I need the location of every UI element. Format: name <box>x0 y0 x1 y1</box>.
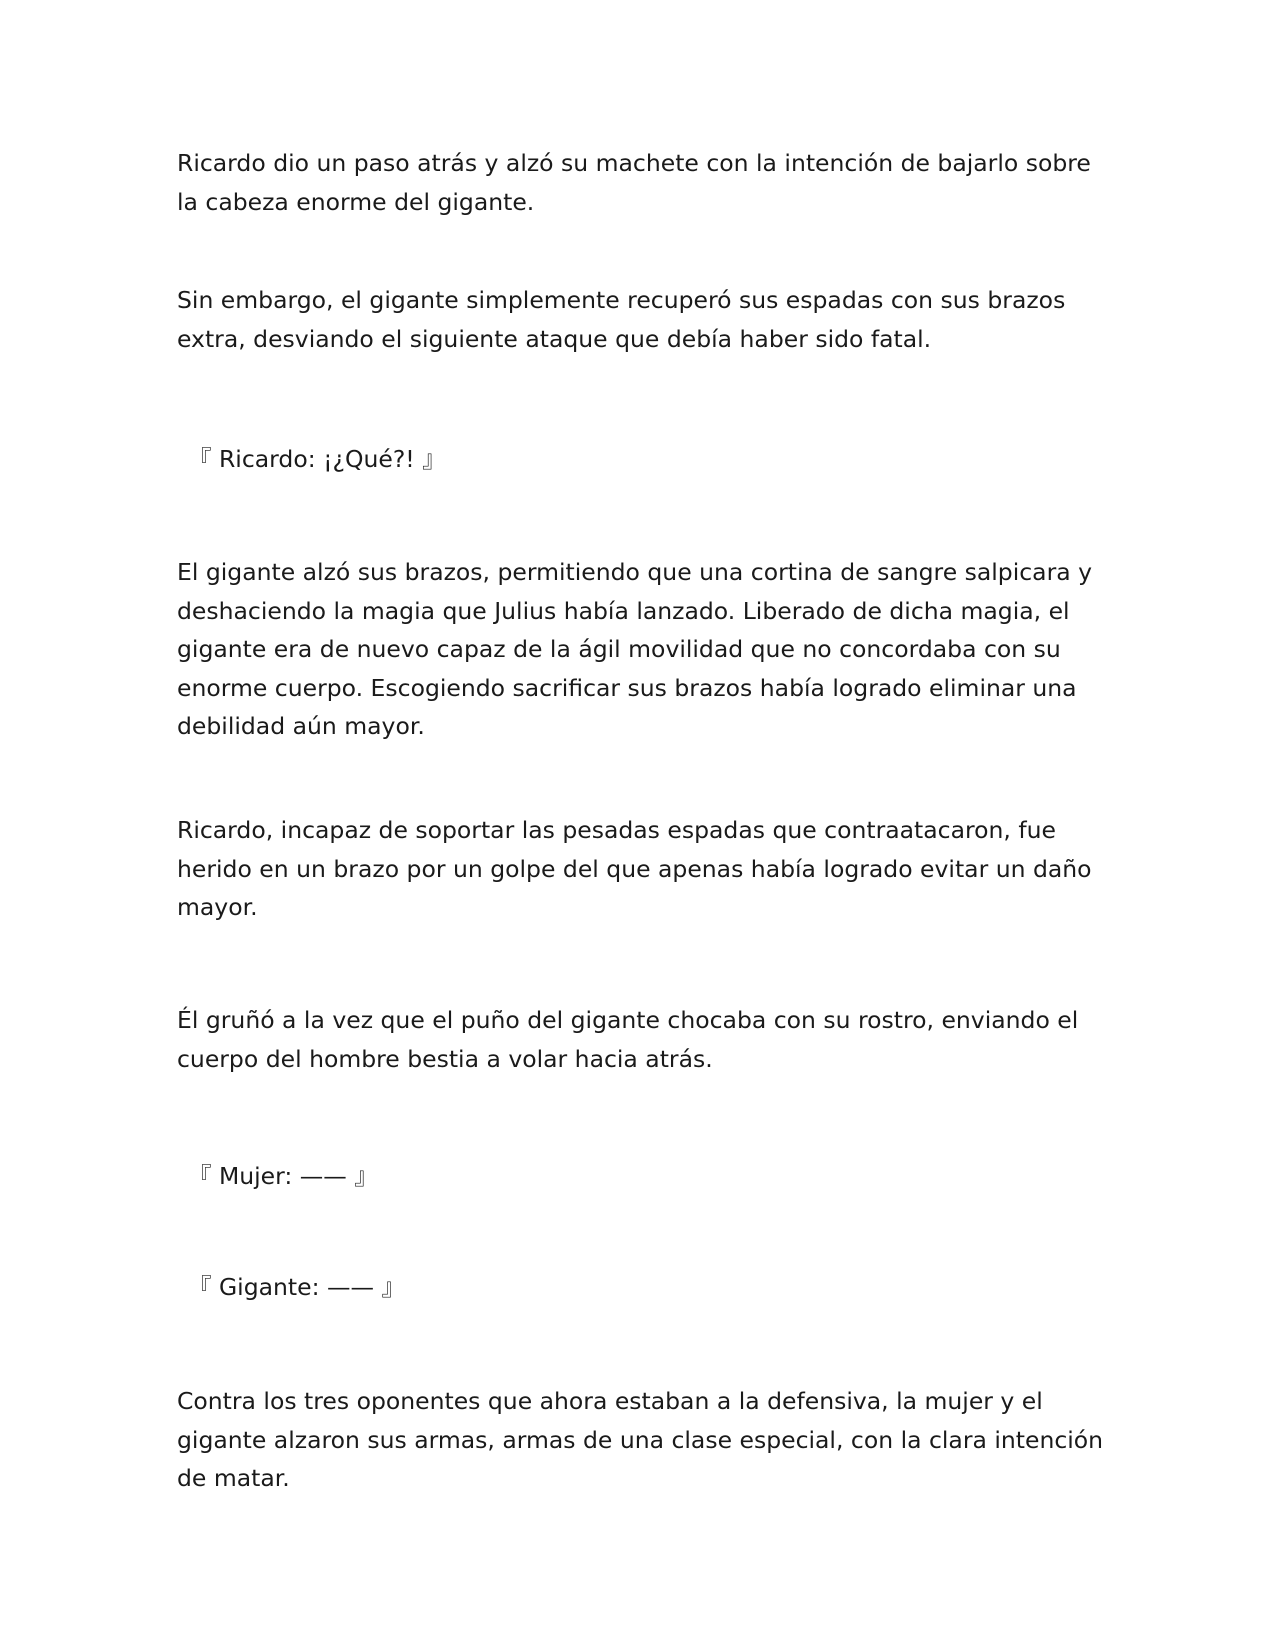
paragraph-4: Ricardo, incapaz de soportar las pesadas espadas que contraatacaron, fue herido en un brazo por un golpe del que apenas había logrado evitar un daño mayor. <box>177 816 1092 921</box>
paragraph-3: El gigante alzó sus brazos, permitiendo que una cortina de sangre salpicara y deshaciendo la magia que Julius había lanzado. Liberado de dicha magia, el gigante era de nuevo capaz de la ágil movilidad que no concordaba con su enorme cuerpo. Escogiendo sacrificar sus brazos había logrado eliminar una debilidad aún mayor. <box>177 558 1093 740</box>
dialogue-ricardo: 『 Ricardo: ¡¿Qué?! 』 <box>188 445 446 473</box>
paragraph-2: Sin embargo, el gigante simplemente recuperó sus espadas con sus brazos extra, desviando el siguiente ataque que debía haber sido fatal. <box>177 286 1066 353</box>
dialogue-gigante: 『 Gigante: —— 』 <box>188 1273 405 1301</box>
dialogue-mujer: 『 Mujer: —— 』 <box>188 1162 378 1190</box>
paragraph-6: Contra los tres oponentes que ahora estaban a la defensiva, la mujer y el gigante alzaron sus armas, armas de una clase especial, con la clara intención de matar. <box>177 1387 1104 1492</box>
paragraph-1: Ricardo dio un paso atrás y alzó su machete con la intención de bajarlo sobre la cabeza enorme del gigante. <box>177 149 1091 216</box>
paragraph-5: Él gruñó a la vez que el puño del gigante chocaba con su rostro, enviando el cuerpo del hombre bestia a volar hacia atrás. <box>177 1006 1079 1073</box>
